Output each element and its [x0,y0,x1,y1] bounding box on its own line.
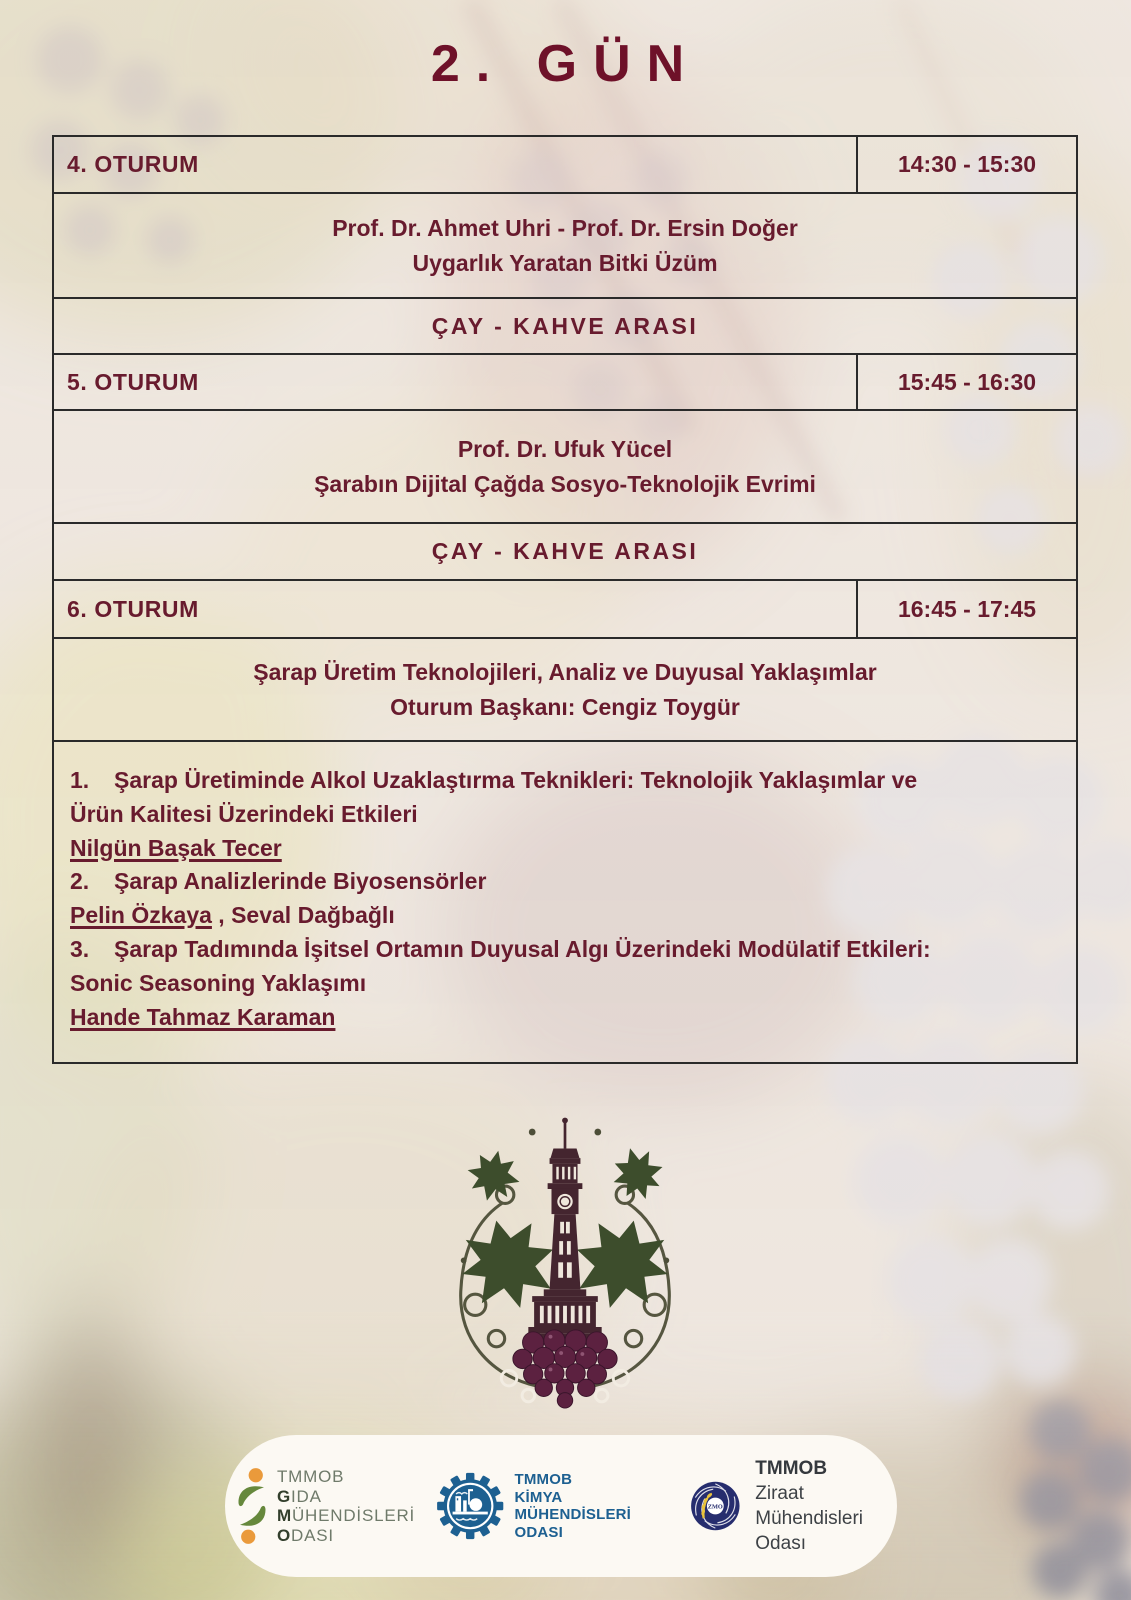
izmir-clock-tower-emblem [420,1106,710,1410]
session-label: 5. OTURUM [67,368,199,395]
presentation-number: 3. [70,935,90,962]
gida-line-muhendisleri: MÜHENDİSLERİ [277,1506,416,1525]
presentation-line [70,764,1062,798]
presentation-title: Şarap Üretiminde Alkol Uzaklaştırma Teknikleri: Teknolojik Yaklaşımlar ve [114,767,918,793]
presentation-line [70,798,1062,832]
zmo-line-ziraat: Ziraat Mühendisleri [755,1483,864,1529]
gida-line-tmmob: TMMOB [277,1467,345,1486]
presentation-line [70,1001,1062,1035]
clock-tower [528,1118,601,1340]
session-row-5 [54,353,1076,409]
kimya-line-tmmob: TMMOB [514,1471,573,1488]
speakers-row-4 [54,192,1076,297]
logo-kimya-muhendisleri-odasi [435,1462,663,1550]
zmo-line-tmmob: TMMOB [755,1458,828,1479]
zmo-globe-wheat-icon [689,1476,742,1536]
presentation-title: Şarap Tadımında İşitsel Ortamın Duyusal Algı Üzerindeki Modülatif Etkileri: [114,935,931,962]
session-row-4 [54,137,1076,192]
presentation-title: Şarap Analizlerinde Biyosensörler [114,868,487,895]
session-row-6 [54,579,1076,637]
presentation-line [70,832,1062,866]
presentation-title: Sonic Seasoning Yaklaşımı [70,969,367,996]
presentation-number: 2. [70,868,90,895]
presenter-name: Hande Tahmaz Karaman [70,1003,336,1030]
talk-title: Şarabın Dijital Çağda Sosyo-Teknolojik Evrimi [314,470,816,497]
page-title: 2. GÜN [430,35,701,93]
session-label: 4. OTURUM [67,151,199,177]
schedule-table [52,135,1078,1064]
session-chair: Oturum Başkanı: Cengiz Toygür [390,693,740,720]
zmo-badge-text: ZMO [707,1503,723,1511]
gida-figure-icon [237,1464,267,1548]
kimya-line-odasi: ODASI [514,1523,563,1541]
presentation-line [70,933,1062,967]
gida-line-gida: GIDA [277,1486,322,1506]
coffee-break-row: ÇAY - KAHVE ARASI [54,297,1076,353]
co-author: , Seval Dağbağlı [211,902,395,929]
presentation-line [70,899,1062,933]
session-time: 14:30 - 15:30 [856,137,1076,192]
presentation-line [70,967,1062,1001]
kimya-wordmark [514,1471,662,1541]
presentation-title: Ürün Kalitesi Üzerindeki Etkileri [70,800,418,827]
speaker-names: Prof. Dr. Ahmet Uhri - Prof. Dr. Ersin Doğer [332,214,798,241]
logo-ziraat-muhendisleri-odasi [689,1456,897,1556]
kimya-gear-factory-icon [435,1462,505,1550]
coffee-break-row: ÇAY - KAHVE ARASI [54,522,1076,579]
session-time: 16:45 - 17:45 [856,581,1076,637]
logo-gida-muhendisleri-odasi [237,1464,415,1548]
speakers-row-5 [54,409,1076,522]
session-time: 15:45 - 16:30 [856,355,1076,409]
speaker-names: Prof. Dr. Ufuk Yücel [457,435,673,462]
session-6-header-row [54,637,1076,740]
talk-title: Uygarlık Yaratan Bitki Üzüm [412,249,718,276]
presenter-name: Nilgün Başak Tecer [70,834,282,861]
session-topic: Şarap Üretim Teknolojileri, Analiz ve Duyusal Yaklaşımlar [253,658,877,685]
presenter-name: Pelin Özkaya [70,902,212,929]
presentation-line [70,865,1062,899]
session-label: 6. OTURUM [67,595,199,622]
zmo-line-odasi: Odası [755,1533,806,1554]
gida-line-odasi: ODASI [277,1525,334,1545]
organizations-bar [225,1435,897,1577]
presentation-number: 1. [70,767,90,793]
kimya-line-kimya: KİMYA MÜHENDİSLERİ [514,1488,632,1523]
zmo-wordmark [755,1456,897,1556]
presentations-row [54,740,1076,1062]
grape-cluster [513,1330,617,1408]
gida-wordmark [277,1467,415,1545]
